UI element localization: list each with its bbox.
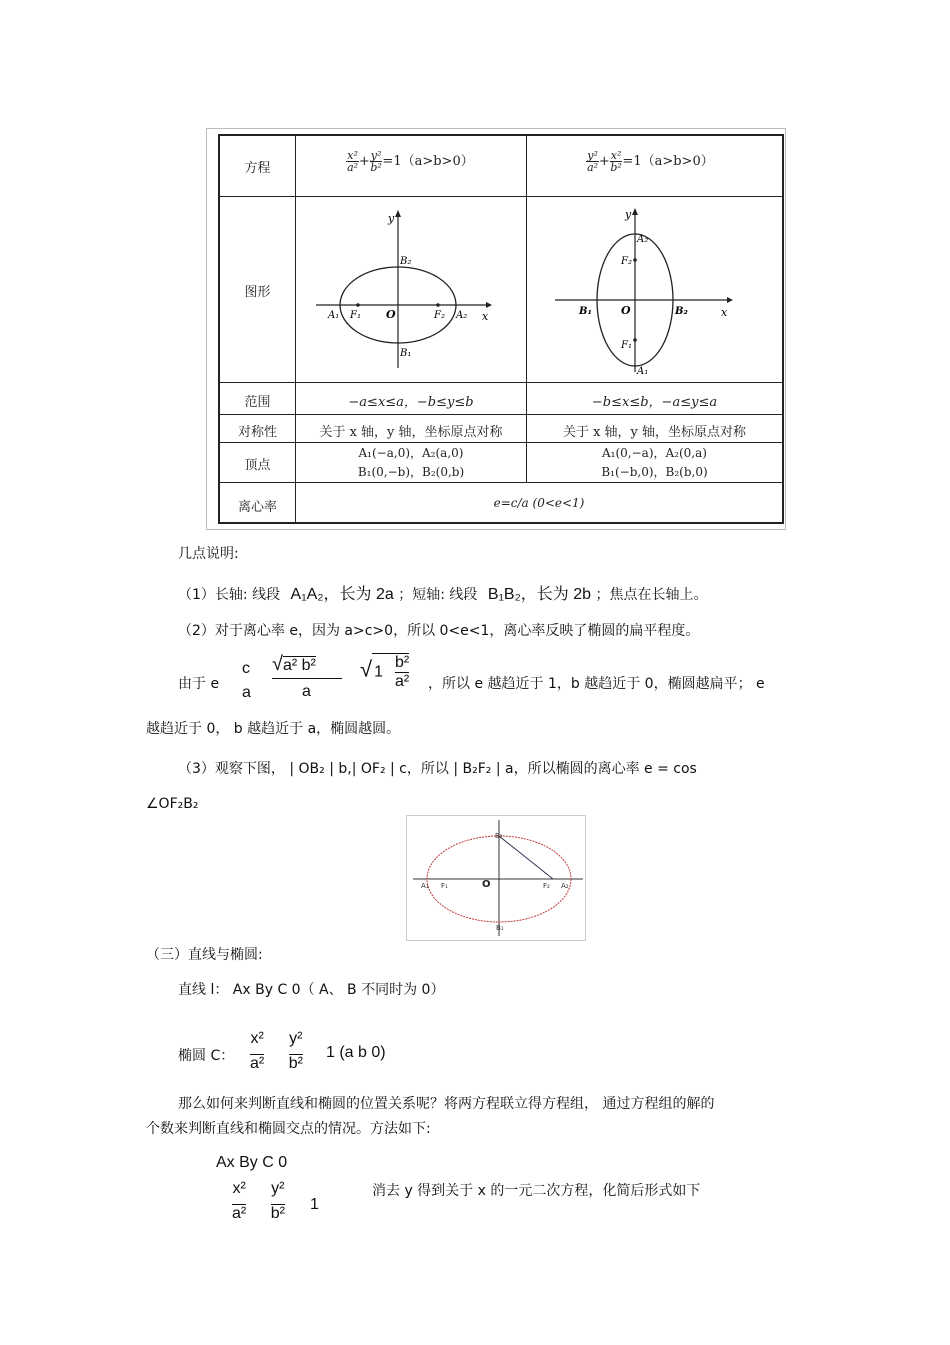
row-divider <box>220 414 782 415</box>
label-eccentricity: 离心率 <box>237 500 277 515</box>
eccentricity-value: e=c/a (0<e<1) <box>493 496 585 510</box>
focus-f1-label: F₁ <box>621 340 632 351</box>
origin-label: O <box>386 308 396 321</box>
y-axis-label: y <box>388 212 395 225</box>
equation-horizontal: $\frac{\text{x²}}{\text{a²}}$ + $\frac{\text{y²}}{\text{b²}}$ =1（a>b>0） <box>347 149 474 174</box>
elimination-text: 消去 y 得到关于 x 的一元二次方程，化简后形式如下 <box>372 1183 701 1199</box>
y-axis-label: y <box>625 208 632 221</box>
vertices-vertical-a: A₁(0,−a)，A₂(0,a) <box>602 446 707 460</box>
symmetry-vertical: 关于 x 轴，y 轴，坐标原点对称 <box>562 425 747 440</box>
graph-horizontal-ellipse <box>296 198 526 382</box>
x-axis-label: x <box>721 306 728 319</box>
line-definition: 直线 l： Ax By C 0（ A、 B 不同时为 0） <box>178 982 445 998</box>
note-3-tail: ，所以 e 越趋近于 1，b 越趋近于 0，椭圆越扁平； e <box>428 676 765 692</box>
table-frame <box>218 134 784 524</box>
system-ellipse-rhs: 1 <box>310 1196 319 1213</box>
vertex-a1-label: A₁ <box>637 366 649 377</box>
vertex-a1-label: A₁ <box>328 310 340 321</box>
section-3-title: （三）直线与椭圆: <box>146 947 263 963</box>
notes-title: 几点说明: <box>178 546 239 562</box>
focus-f1-label: F₁ <box>350 310 361 321</box>
range-vertical: −b≤x≤b，−a≤y≤a <box>591 395 718 410</box>
note-3-prefix: 由于 e <box>178 676 220 692</box>
vertex-b1-label: B₁ <box>496 924 504 932</box>
vertex-a1-label: A₁ <box>421 882 429 890</box>
ellipse-label: 椭圆 C： <box>178 1048 235 1064</box>
vertex-b1-label: B₁ <box>400 348 412 359</box>
ellipse-equation: $\frac{\text{x²}}{\text{a²}}$ $\frac{\text{y²}}{\text{b²}}$ <box>250 1030 303 1072</box>
origin-label: O <box>621 304 631 317</box>
vertices-vertical-b: B₁(−b,0)，B₂(b,0) <box>601 465 708 479</box>
paragraph-5-line1: 那么如何来判断直线和椭圆的位置关系呢？将两方程联立得方程组， 通过方程组的解的 <box>178 1096 715 1112</box>
vertex-b1-label: B₁ <box>579 306 592 317</box>
ellipse-observation-figure <box>406 815 586 941</box>
vertex-b2-label: B₂ <box>400 256 412 267</box>
ellipse-equation-tail: 1 (a b 0) <box>326 1044 386 1061</box>
label-equation: 方程 <box>244 161 271 176</box>
vertex-a2-label: A₂ <box>637 234 649 245</box>
note-3-line2: 越趋近于 0， b 越趋近于 a，椭圆越圆。 <box>146 721 401 737</box>
row-divider <box>220 382 782 383</box>
vertex-a2-label: A₂ <box>561 882 569 890</box>
graph-vertical-ellipse <box>527 198 784 382</box>
system-ellipse-equation: $\frac{\text{x²}}{\text{a²}}$ $\frac{\text{y²}}{\text{b²}}$ <box>232 1180 285 1222</box>
vertex-a2-label: A₂ <box>456 310 468 321</box>
vertex-b2-label: B₂ <box>495 832 503 840</box>
label-range: 范围 <box>244 395 271 410</box>
focus-f2-label: F₂ <box>621 256 632 267</box>
vertices-horizontal-a: A₁(−a,0)，A₂(a,0) <box>358 446 464 460</box>
fraction-sqrt-a2-b2: √a² b² a <box>272 653 342 701</box>
paragraph-5-line2: 个数来判断直线和椭圆交点的情况。方法如下: <box>146 1121 431 1137</box>
label-graph: 图形 <box>244 285 271 300</box>
focus-f2-label: F₂ <box>434 310 445 321</box>
vertices-horizontal-b: B₁(0,−b)，B₂(0,b) <box>357 465 465 479</box>
fraction-c-over-a: c a <box>242 660 251 701</box>
note-4: （3）观察下图， | OB₂ | b,| OF₂ | c，所以 | B₂F₂ | a，所以椭圆的离心率 e = cos <box>178 761 697 777</box>
note-4-line2: ∠OF₂B₂ <box>146 796 199 812</box>
sqrt-one-minus-ratio: √ 1 $\frac{\text{b²}}{\text{a²}}$ <box>360 654 410 690</box>
note-2: （2）对于离心率 e，因为 a>c>0，所以 0<e<1，离心率反映了椭圆的扁平程度。 <box>178 623 700 639</box>
x-axis-label: x <box>482 310 489 323</box>
row-divider <box>220 482 782 483</box>
label-vertices: 顶点 <box>244 458 271 473</box>
ellipse-property-table <box>206 128 786 530</box>
range-horizontal: −a≤x≤a，−b≤y≤b <box>348 395 474 410</box>
focus-f2-label: F₂ <box>543 882 550 890</box>
ellipse-observation-graph <box>407 816 585 940</box>
vertex-b2-label: B₂ <box>675 306 688 317</box>
system-line-equation: Ax By C 0 <box>216 1154 288 1171</box>
note-1: （1）长轴: 线段 A₁A₂，长为 2a ；短轴: 线段 B₁B₂，长为 2b ；焦点在长轴上。 <box>178 586 708 603</box>
symmetry-horizontal: 关于 x 轴，y 轴，坐标原点对称 <box>319 425 503 440</box>
focus-f1-label: F₁ <box>441 882 448 890</box>
equation-vertical: $\frac{\text{y²}}{\text{a²}}$ + $\frac{\text{x²}}{\text{b²}}$ =1（a>b>0） <box>587 149 714 174</box>
origin-label: O <box>482 879 491 890</box>
label-symmetry: 对称性 <box>237 425 277 440</box>
row-divider <box>220 196 782 197</box>
row-divider <box>220 442 782 443</box>
